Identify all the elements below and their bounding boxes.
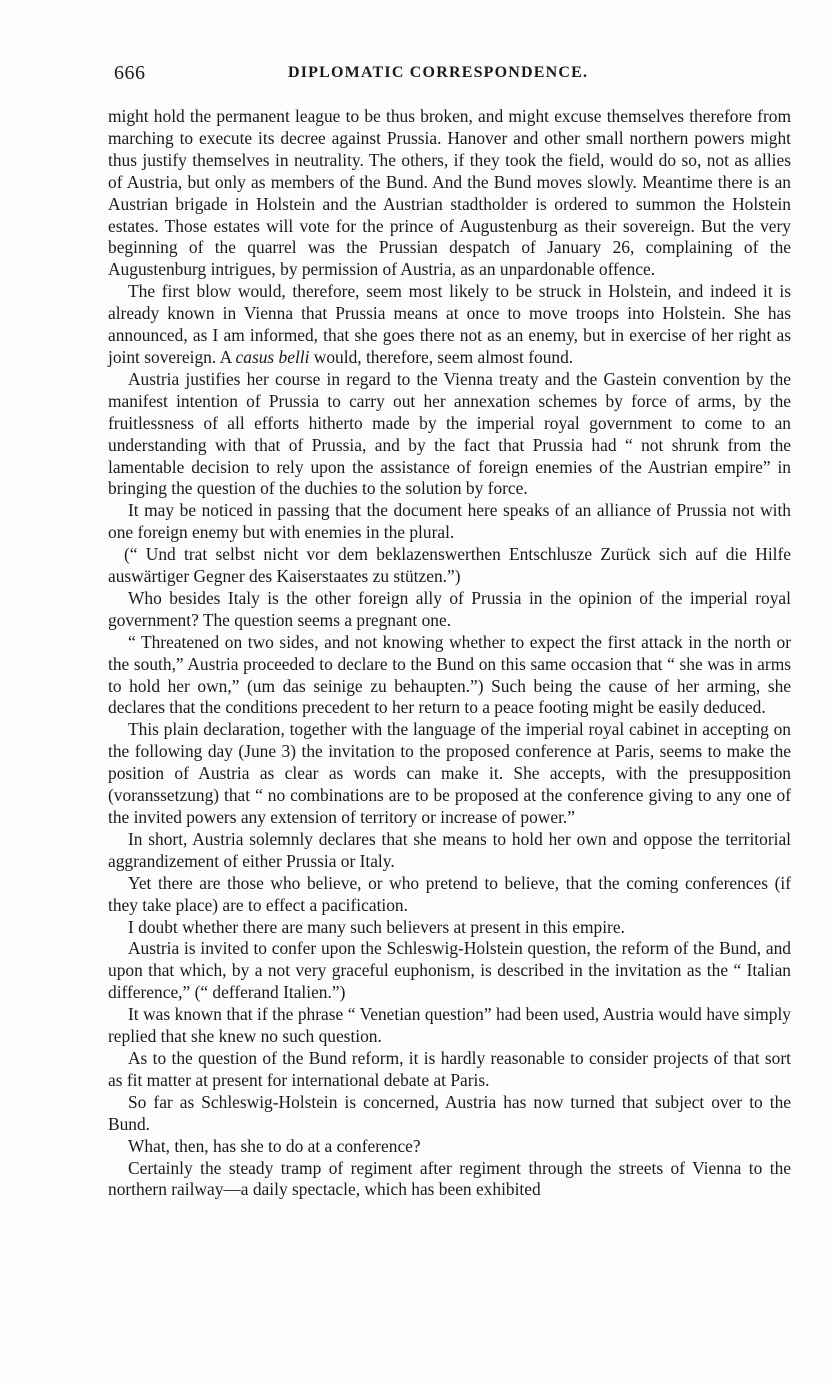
paragraph: This plain declaration, together with the language of the imperial royal cabinet in accepting on the following day (June 3) the invitation to the proposed conference at Paris, seems to make the position of Austria as clear as words can make it. She accepts, with the presupposition (voranssetzung) that “ no combinations are to be proposed at the conference giving to any one of the invited powers any extension of territory or increase of power.” <box>108 719 791 827</box>
italic-phrase: casus belli <box>235 346 310 367</box>
quoted-german: (“ Und trat selbst nicht vor dem beklazenswerthen Entschlusze Zurück sich auf die Hilfe auswärtiger Gegner des Kaiserstaates zu stützen.”) <box>108 544 791 587</box>
paragraph: What, then, has she to do at a conference? <box>128 1135 421 1156</box>
paragraph-text: would, therefore, seem almost found. <box>309 346 574 367</box>
paragraph: Yet there are those who believe, or who pretend to believe, that the coming conferences (if they take place) are to effect a pacification. <box>108 872 791 915</box>
paragraph: So far as Schleswig-Holstein is concerned, Austria has now turned that subject over to the Bund. <box>108 1091 791 1134</box>
paragraph <box>108 281 791 369</box>
running-head: DIPLOMATIC CORRESPONDENCE. <box>288 64 589 81</box>
paragraph: In short, Austria solemnly declares that she means to hold her own and oppose the territorial aggrandizement of either Prussia or Italy. <box>108 828 791 871</box>
paragraph: “ Threatened on two sides, and not knowing whether to expect the first attack in the north or the south,” Austria proceeded to declare to the Bund on this same occasion that “ she was in arms to hold her own,” (um das seinige zu behaupten.”) Such being the cause of her arming, she declares that the conditions precedent to her return to a peace footing might be easily deduced. <box>108 631 791 718</box>
paragraph: Who besides Italy is the other foreign ally of Prussia in the opinion of the imperial royal government? The question seems a pregnant one. <box>108 587 791 630</box>
paragraph: It may be noticed in passing that the document here speaks of an alliance of Prussia not with one foreign enemy but with enemies in the plural. <box>108 500 791 543</box>
paragraph: Certainly the steady tramp of regiment after regiment through the streets of Vienna to the northern railway—a daily spectacle, which has been exhibited <box>108 1157 791 1200</box>
page-header <box>114 62 794 88</box>
paragraph: Austria justifies her course in regard to the Vienna treaty and the Gastein convention by the manifest intention of Prussia to carry out her annexation schemes by force of arms, by the fruitlessness of all efforts hitherto made by the imperial royal government to come to an understanding with that of Prussia, and by the fact that Prussia had “ not shrunk from the lamentable decision to rely upon the assistance of foreign enemies of the Austrian empire” in bringing the question of the duchies to the solution by force. <box>108 368 791 499</box>
paragraph: might hold the permanent league to be thus broken, and might excuse themselves therefore from marching to execute its decree against Prussia. Hanover and other small northern powers might thus justify themselves in neutrality. The others, if they took the field, would do so, not as allies of Austria, but only as members of the Bund. And the Bund moves slowly. Meantime there is an Austrian brigade in Holstein and the Austrian stadtholder is ordered to summon the Holstein estates. Those estates will vote for the prince of Augustenburg as their sovereign. But the very beginning of the quarrel was the Prussian despatch of January 26, complaining of the Augustenburg intrigues, by permission of Austria, as an unpardonable offence. <box>108 106 791 280</box>
body-text <box>108 106 791 1201</box>
paragraph: As to the question of the Bund reform, it is hardly reasonable to consider projects of that sort as fit matter at present for international debate at Paris. <box>108 1047 791 1090</box>
paragraph: It was known that if the phrase “ Venetian question” had been used, Austria would have simply replied that she knew no such question. <box>108 1004 791 1047</box>
page-number: 666 <box>114 62 146 84</box>
paragraph: I doubt whether there are many such believers at present in this empire. <box>128 916 625 937</box>
paragraph: Austria is invited to confer upon the Schleswig-Holstein question, the reform of the Bund, and upon that which, by a not very graceful euphonism, is described in the invitation as the “ Italian difference,” (“ defferand Italien.”) <box>108 938 791 1003</box>
paragraph-text: The first blow would, therefore, seem most likely to be struck in Holstein, and indeed it is already known in Vienna that Prussia means at once to move troops into Holstein. She has announced, as I am informed, that she goes there not as an enemy, but in exercise of her right as joint sovereign. A <box>108 281 791 367</box>
